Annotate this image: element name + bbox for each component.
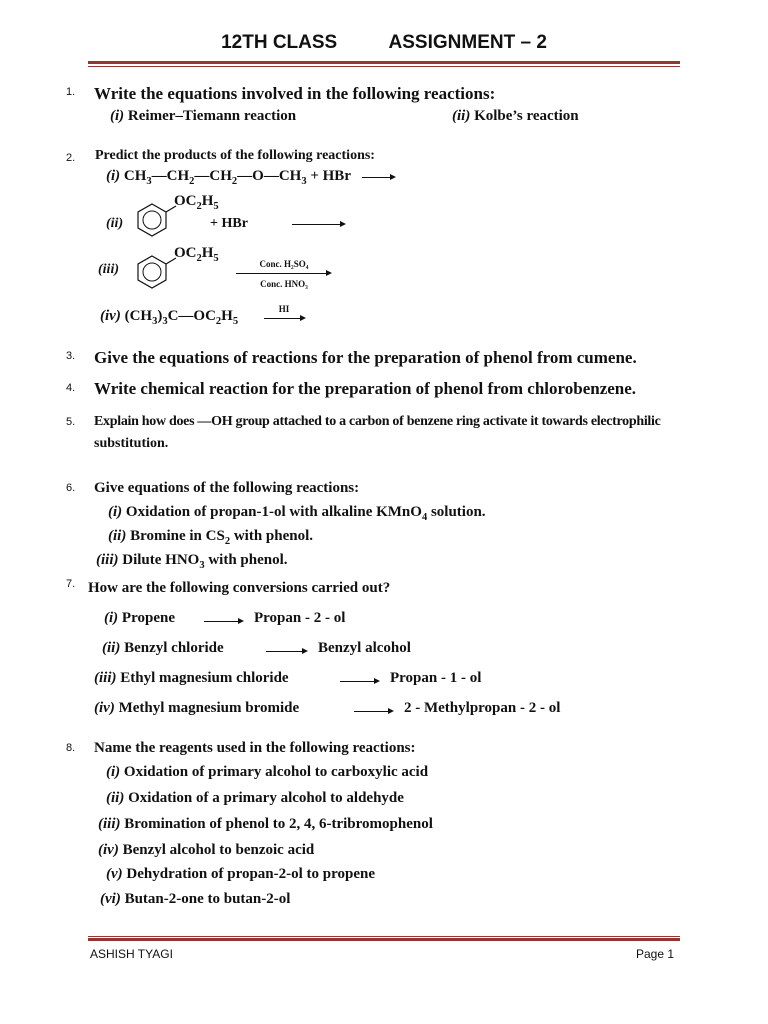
q7-number: 7. (66, 578, 76, 590)
q8-item-label: (vi) (100, 891, 121, 907)
q8-item (106, 866, 375, 883)
q2-ii-reagent: + HBr (210, 216, 248, 231)
footer-author: ASHISH TYAGI (90, 947, 173, 961)
footer-rule (88, 938, 680, 941)
q6-iii-text: Dilute HNO (122, 552, 200, 568)
assignment-title: ASSIGNMENT – 2 (388, 32, 547, 53)
q6-iii: (iii) Dilute $HNO_3$ with phenol. (96, 552, 288, 571)
q1-a-text: Reimer–Tiemann reaction (127, 108, 297, 124)
q7-item-label: (ii) (102, 640, 121, 656)
q1-b-text: Kolbe’s reaction (474, 108, 579, 124)
header-rule (88, 61, 680, 64)
q1-text: Write the equations involved in the following reactions: (94, 84, 496, 103)
q2-iv (100, 308, 238, 327)
q7-item-from: Benzyl chloride (124, 640, 224, 656)
q8-item (106, 764, 428, 781)
q8-item-text: Oxidation of primary alcohol to carboxylic acid (123, 764, 429, 780)
reaction-arrow (340, 676, 380, 686)
q6-i-text: Oxidation of propan-1-ol with alkaline KMnO (125, 504, 422, 520)
page-header (0, 32, 768, 54)
reaction-arrow (292, 219, 346, 229)
q2-text: Predict the products of the following reactions: (95, 148, 375, 163)
reaction-arrow (236, 268, 332, 278)
q8-item (106, 790, 404, 807)
q1-number: 1. (66, 86, 76, 98)
q7-item (94, 700, 299, 717)
q6-ii-label: (ii) (108, 528, 127, 544)
q6-number: 6. (66, 482, 76, 494)
q8-item-label: (iv) (98, 842, 119, 858)
q7-item-to: Propan - 2 - ol (254, 610, 346, 626)
footer-rule-thin (88, 936, 680, 937)
q2-ii-label: (ii) (106, 216, 124, 231)
class-title: 12TH CLASS (221, 32, 338, 53)
q8-item-text: Oxidation of a primary alcohol to aldehyde (128, 790, 404, 806)
q7-item-to: Propan - 1 - ol (390, 670, 482, 686)
q7-item (104, 610, 175, 627)
q7-item-to: Benzyl alcohol (318, 640, 411, 656)
q2-ii-substituent: $OC_2H_5$ (174, 193, 219, 212)
q7-item-label: (i) (104, 610, 119, 626)
q2-iv-formula: $(CH_3)_3C—OC_2H_5$ (124, 308, 239, 327)
reaction-arrow (362, 172, 396, 182)
q1-b-label: (ii) (452, 108, 471, 124)
q7-text: How are the following conversions carried out? (88, 580, 391, 596)
q7-item-from: Methyl magnesium bromide (118, 700, 300, 716)
footer-page: Page 1 (636, 947, 675, 961)
q2-i (106, 168, 396, 187)
q5-text-line2: substitution. (94, 436, 169, 451)
q2-iv-reagent: HI (278, 304, 290, 314)
q8-text: Name the reagents used in the following reactions: (94, 740, 416, 756)
q6-iii-label: (iii) (96, 552, 119, 568)
q2-iv-label: (iv) (100, 308, 121, 324)
q8-item-text: Butan-2-one to butan-2-ol (124, 891, 291, 907)
q2-iii-reagent-top: Conc. H₂SO₄ (259, 259, 309, 269)
q7-item-from: Ethyl magnesium chloride (120, 670, 289, 686)
q5-text-line1: Explain how does —OH group attached to a carbon of benzene ring activate it towards electrophilic (94, 414, 661, 429)
q8-item-label: (i) (106, 764, 121, 780)
q2-iii-label: (iii) (98, 262, 119, 277)
q7-item (102, 640, 224, 657)
reaction-arrow (264, 313, 306, 323)
q7-item-label: (iv) (94, 700, 115, 716)
q6-text: Give equations of the following reactions: (94, 480, 360, 496)
q7-item (94, 670, 289, 687)
q8-item-label: (v) (106, 866, 123, 882)
reaction-arrow (204, 616, 244, 626)
q8-item-text: Bromination of phenol to 2, 4, 6-tribromophenol (124, 816, 433, 832)
q4-number: 4. (66, 382, 76, 394)
q2-i-label: (i) (106, 168, 121, 184)
q6-ii-text: Bromine in CS (130, 528, 225, 544)
q6-i-label: (i) (108, 504, 123, 520)
q7-item-label: (iii) (94, 670, 117, 686)
q4-text: Write chemical reaction for the preparation of phenol from chlorobenzene. (94, 379, 637, 398)
q6-ii: (ii) Bromine in $CS_2$ with phenol. (108, 528, 314, 547)
q1-part-b (452, 108, 579, 125)
q2-i-formula: $CH_3—CH_2—CH_2—O—CH_3$ + HBr (123, 168, 351, 187)
q7-item-from: Propene (121, 610, 175, 626)
q2-iii-substituent: $OC_2H_5$ (174, 245, 219, 264)
q8-item-text: Dehydration of propan-2-ol to propene (126, 866, 376, 882)
q7-item-to: 2 - Methylpropan - 2 - ol (404, 700, 561, 716)
q8-item-label: (iii) (98, 816, 121, 832)
q8-item (98, 842, 314, 859)
q1-a-label: (i) (110, 108, 125, 124)
q2-number: 2. (66, 152, 76, 164)
q8-item (100, 891, 290, 908)
q3-text: Give the equations of reactions for the preparation of phenol from cumene. (94, 348, 637, 367)
q3-number: 3. (66, 350, 76, 362)
q8-item (98, 816, 433, 833)
reaction-arrow (354, 706, 394, 716)
header-rule-thin (88, 66, 680, 67)
reaction-arrow (266, 646, 308, 656)
q6-i: (i) Oxidation of propan-1-ol with alkaline KMnO$_4$ solution. (108, 504, 486, 523)
q8-item-label: (ii) (106, 790, 125, 806)
q2-iii-reagent-bottom: Conc. HNO₃ (260, 279, 308, 289)
q8-number: 8. (66, 742, 76, 754)
q5-number: 5. (66, 416, 76, 428)
q8-item-text: Benzyl alcohol to benzoic acid (122, 842, 315, 858)
q1-part-a (110, 108, 296, 125)
